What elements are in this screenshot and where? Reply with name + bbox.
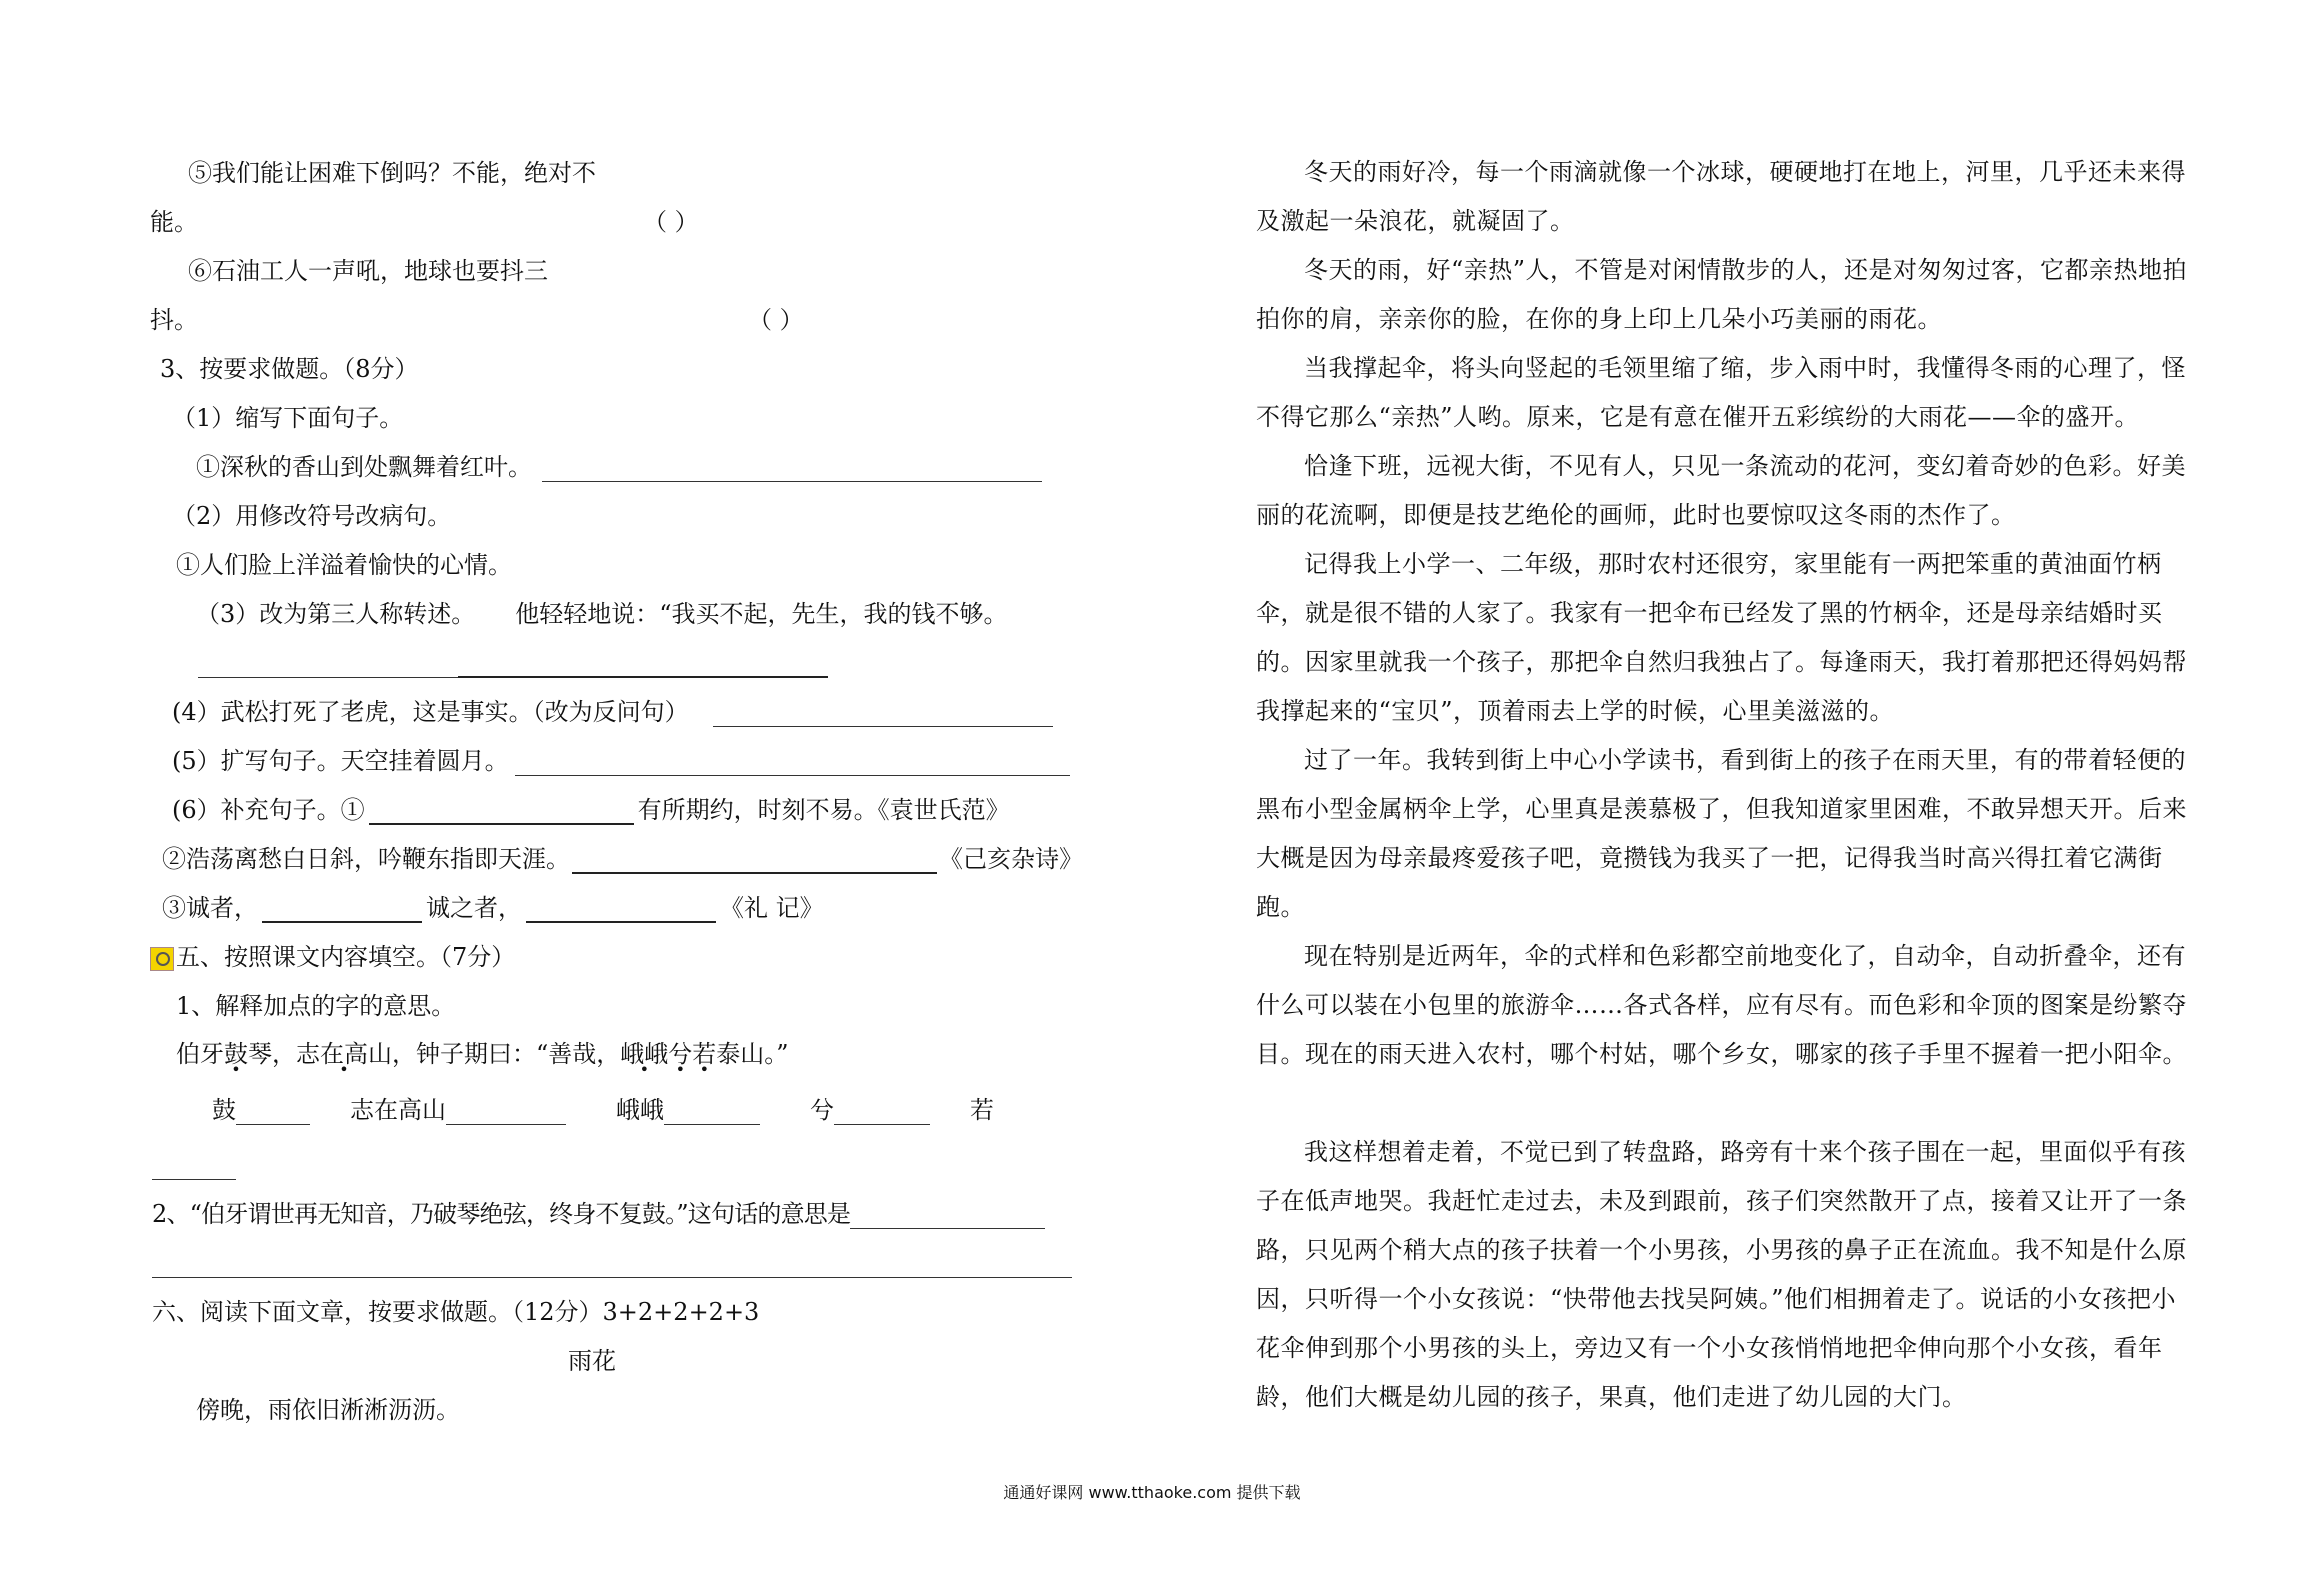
quote-text: 泰山。” — [716, 1040, 789, 1068]
section-5-item-2-blank[interactable] — [152, 1248, 1072, 1278]
answer-blank[interactable] — [515, 749, 1070, 776]
dotted-char: 志在高山 — [296, 1040, 392, 1068]
question-5-answer-paren: （ ） — [643, 208, 699, 236]
question-6-line-1: ⑥石油工人一声吼，地球也要抖三 — [188, 257, 548, 285]
answer-blank[interactable] — [664, 1098, 760, 1125]
answer-blank[interactable] — [458, 650, 828, 678]
story-paragraph: 当我撑起伞，将头向竖起的毛领里缩了缩，步入雨中时，我懂得冬雨的心理了，怪不得它那么“亲热”人哟。原来，它是有意在催开五彩缤纷的大雨花——伞的盛开。 — [1256, 354, 2186, 431]
section-3-item-5 — [172, 746, 1070, 776]
answer-blank[interactable] — [198, 651, 458, 678]
word-label: 兮 — [810, 1096, 834, 1124]
section-3-item-2: （2）用修改符号改病句。 — [172, 502, 452, 530]
story-paragraph: 过了一年。我转到街上中心小学读书，看到街上的孩子在雨天里，有的带着轻便的黑布小型金属柄伞上学，心里真是羡慕极了，但我知道家里困难，不敢异想天开。后来大概是因为母亲最疼爱孩子吧，竟攒钱为我买了一把，记得我当时高兴得扛着它满街跑。 — [1256, 746, 2187, 921]
word-label: 志在高山 — [350, 1096, 446, 1124]
story-paragraph: 现在特别是近两年，伞的式样和色彩都空前地变化了，自动伞，自动折叠伞，还有什么可以装在小包里的旅游伞……各式各样，应有尽有。而色彩和伞顶的图案是纷繁夺目。现在的雨天进入农村，哪个村姑，哪个乡女，哪家的孩子手里不握着一把小阳伞。 — [1256, 942, 2187, 1068]
section-3-item-4 — [172, 697, 1053, 727]
dotted-char: 峨峨 — [620, 1040, 669, 1068]
section-3-item-6 — [172, 795, 1010, 825]
answer-blank[interactable] — [572, 846, 937, 874]
section-3-item-3-label: （3）改为第三人称转述。 — [196, 600, 476, 628]
answer-blank[interactable] — [152, 1153, 236, 1180]
question-6-line-2: 抖。 — [150, 306, 198, 334]
answer-blank[interactable] — [369, 797, 634, 825]
dotted-char: 兮 — [668, 1040, 693, 1068]
quote-part-1: ③诚者， — [162, 894, 258, 922]
dotted-char: 若 — [692, 1040, 717, 1068]
story-paragraph: 冬天的雨，好“亲热”人，不管是对闲情散步的人，还是对匆匆过客，它都亲热地拍拍你的肩，亲亲你的脸，在你的身上印上几朵小巧美丽的雨花。 — [1256, 256, 2188, 333]
section-3-item-5-text: (5）扩写句子。天空挂着圆月。 — [172, 747, 509, 775]
question-6-answer-paren: （ ） — [748, 306, 804, 334]
question-5-line-1: ⑤我们能让困难下倒吗？不能，绝对不 — [188, 159, 596, 187]
question-5-line-2: 能。 — [150, 208, 198, 236]
section-5-title-text: 五、按照课文内容填空。（7分） — [176, 943, 516, 971]
section-6-title: 六、阅读下面文章，按要求做题。（12分）3+2+2+2+3 — [152, 1298, 760, 1326]
story-paragraph: 记得我上小学一、二年级，那时农村还很穷，家里能有一两把笨重的黄油面竹柄伞，就是很不错的人家了。我家有一把伞布已经发了黑的竹柄伞，还是母亲结婚时买的。因家里就我一个孩子，那把伞自然归我独占了。每逢雨天，我打着那把还得妈妈帮我撑起来的“宝贝”，顶着雨去上学的时候，心里美滋滋的。 — [1256, 550, 2187, 725]
poem-source: 《己亥杂诗》 — [939, 845, 1083, 873]
section-5-item-1: 1、解释加点的字的意思。 — [176, 992, 456, 1020]
section-3-item-1: （1）缩写下面句子。 — [172, 404, 404, 432]
story-first-line: 傍晚，雨依旧淅淅沥沥。 — [196, 1396, 460, 1424]
answer-blank[interactable] — [152, 1251, 1072, 1278]
word-label: 若 — [970, 1096, 994, 1124]
answer-blank[interactable] — [526, 895, 716, 923]
story-paragraph: 我这样想着走着，不觉已到了转盘路，路旁有十来个孩子围在一起，里面似乎有孩子在低声地哭。我赶忙走过去，未及到跟前，孩子们突然散开了点，接着又让开了一条路，只见两个稍大点的孩子扶着一个小男孩，小男孩的鼻子正在流血。我不知是什么原因，只听得一个小女孩说：“快带他去找吴阿姨。”他们相拥着走了。说话的小女孩把小花伞伸到那个小男孩的头上，旁边又有一个小女孩悄悄地把伞伸向那个小女孩，看年龄，他们大概是幼儿园的孩子，果真，他们走进了幼儿园的大门。 — [1256, 1138, 2187, 1411]
classical-quote — [176, 1039, 789, 1069]
section-3-item-2a: ①人们脸上洋溢着愉快的心情。 — [176, 551, 512, 579]
section-3-item-6-label: (6）补充句子。① — [172, 796, 365, 824]
answer-blank[interactable] — [262, 895, 422, 923]
poem-line: ②浩荡离愁白日斜，吟鞭东指即天涯。 — [162, 845, 570, 873]
quote-text: ，钟子期曰：“善哉， — [392, 1040, 621, 1068]
quote-text: 琴， — [248, 1040, 296, 1068]
section-3-item-3-blank[interactable] — [198, 648, 828, 678]
page-footer: 通通好课网 www.tthaoke.com 提供下载 — [1003, 1483, 1301, 1502]
dotted-char: 鼓 — [224, 1040, 248, 1068]
answer-blank[interactable] — [542, 455, 1042, 482]
section-3-item-6-text: 有所期约，时刻不易。《袁世氏范》 — [637, 796, 1010, 824]
quote-text: 伯牙 — [176, 1040, 224, 1068]
word-blanks — [212, 1095, 994, 1125]
story-title: 雨花 — [568, 1347, 616, 1375]
section-3-title: 3、按要求做题。（8分） — [160, 355, 419, 383]
section-3-item-1a-text: ①深秋的香山到处飘舞着红叶。 — [196, 453, 532, 481]
section-3-item-4-text: (4）武松打死了老虎，这是事实。（改为反问句） — [172, 698, 689, 726]
section-3-item-6-2 — [162, 844, 1083, 874]
section-5-item-2-text: 2、“伯牙谓世再无知音，乃破琴绝弦，终身不复鼓。”这句话的意思是 — [152, 1200, 851, 1228]
word-label: 峨峨 — [616, 1096, 664, 1124]
answer-blank[interactable] — [834, 1098, 930, 1125]
story-paragraph: 恰逢下班，远视大街，不见有人，只见一条流动的花河，变幻着奇妙的色彩。好美丽的花流啊，即便是技艺绝伦的画师，此时也要惊叹这冬雨的杰作了。 — [1256, 452, 2186, 529]
story-paragraph: 冬天的雨好冷，每一个雨滴就像一个冰球，硬硬地打在地上，河里，几乎还未来得及激起一朵浪花，就凝固了。 — [1256, 158, 2186, 235]
section-3-item-3-quote: 他轻轻地说：“我买不起，先生，我的钱不够。 — [515, 600, 1008, 628]
answer-blank[interactable] — [713, 700, 1053, 727]
quote-part-2: 诚之者， — [426, 894, 522, 922]
section-5-item-2 — [152, 1199, 1045, 1229]
answer-blank[interactable] — [446, 1098, 566, 1125]
word-label: 鼓 — [212, 1096, 236, 1124]
answer-blank[interactable] — [850, 1202, 1045, 1229]
section-3-item-1a — [196, 452, 1042, 482]
annotation-marker-icon — [150, 947, 174, 971]
answer-blank[interactable] — [236, 1098, 310, 1125]
section-3-item-3 — [196, 599, 1008, 629]
section-3-item-6-3 — [162, 893, 824, 923]
section-5-title — [150, 942, 515, 972]
word-blank-wrap[interactable] — [152, 1150, 236, 1180]
quote-source: 《礼 记》 — [720, 894, 824, 922]
